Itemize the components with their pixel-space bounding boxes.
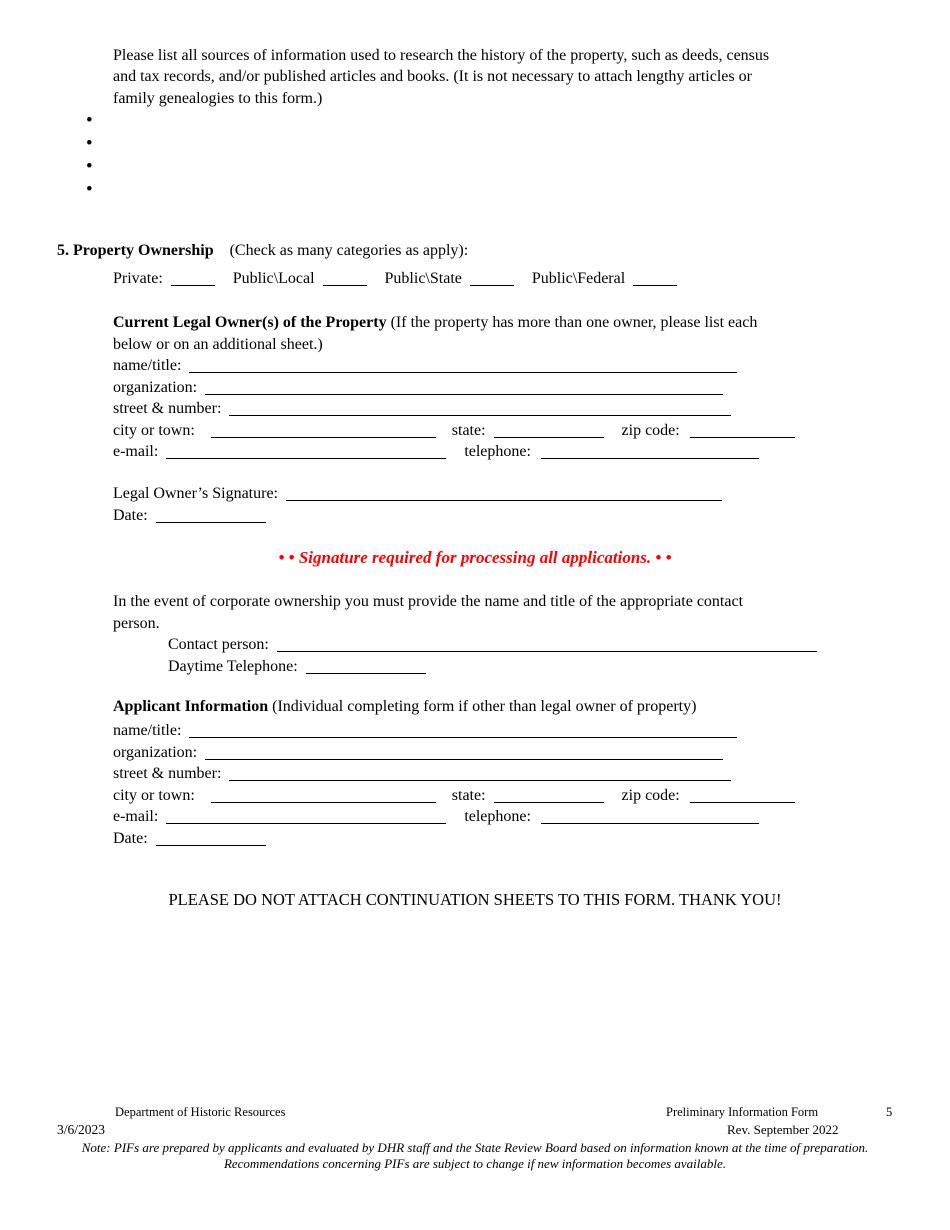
owner-date-label: Date: [113,506,148,524]
owner-signature-block [113,483,722,526]
footer-form-name: Preliminary Information Form [666,1105,819,1119]
owner-street-number-label: street & number: [113,400,222,417]
daytime-telephone-label: Daytime Telephone: [168,657,298,675]
field-row [113,720,795,742]
owner-state-label: state: [451,421,486,439]
owner-heading-note: (If the property has more than one owner, please list each [390,314,758,331]
owner-heading-line [113,312,757,334]
public-federal-checkbox-field[interactable] [633,272,677,286]
applicant-state-field[interactable] [494,789,604,803]
contact-person-field[interactable] [277,638,817,652]
owner-signature-field[interactable] [286,487,722,501]
applicant-section-heading [113,698,696,716]
corporate-ownership-paragraph [113,591,743,634]
applicant-zip-code-field[interactable] [690,789,795,803]
owner-heading-bold: Current Legal Owner(s) of the Property [113,314,387,331]
section-title: 5. Property Ownership [57,242,214,259]
owner-organization-field[interactable] [205,381,723,395]
applicant-street-number-label: street & number: [113,765,222,782]
field-row [113,505,722,527]
public-federal-label: Public\Federal [531,270,626,287]
applicant-zip-code-label: zip code: [621,786,680,804]
owner-date-field[interactable] [156,509,266,523]
applicant-heading-note: (Individual completing form if other than legal owner of property) [272,698,697,715]
footer-date: 3/6/2023 [57,1122,106,1137]
applicant-telephone-field[interactable] [541,810,759,824]
paragraph-line: In the event of corporate ownership you must provide the name and title of the appropriate contact [113,593,744,610]
public-state-label: Public\State [384,270,462,287]
owner-section-heading [113,312,757,355]
field-row [113,483,722,505]
owner-telephone-label: telephone: [464,443,531,460]
applicant-organization-field[interactable] [205,746,723,760]
owner-zip-code-field[interactable] [690,424,795,438]
paragraph-line: Please list all sources of information used to research the history of the property, such as deeds, census [113,47,770,64]
sources-instructions-paragraph [113,45,903,109]
field-row [113,377,795,399]
applicant-street-number-field[interactable] [229,767,731,781]
owner-city-town-label: city or town: [113,421,195,439]
field-row [113,742,795,764]
sources-bullet-list [86,109,93,201]
applicant-state-label: state: [451,786,486,804]
bullet-icon: • [86,133,93,154]
contact-person-label: Contact person: [168,636,269,653]
applicant-organization-label: organization: [113,743,198,761]
footer-note-line: Note: PIFs are prepared by applicants and evaluated by DHR staff and the State Review Board based on information known at the time of preparation. [81,1140,869,1155]
applicant-date-field[interactable] [156,832,266,846]
applicant-name-title-field[interactable] [189,724,737,738]
field-row [113,763,795,785]
owner-email-label: e-mail: [113,443,159,460]
applicant-name-title-label: name/title: [113,722,182,739]
owner-fields [113,355,795,463]
contact-person-block [168,634,817,677]
applicant-email-label: e-mail: [113,808,159,825]
footer-page-number: 5 [886,1105,893,1119]
daytime-telephone-field[interactable] [306,660,426,674]
field-row [113,398,795,420]
bullet-icon: • [86,179,93,200]
owner-city-town-field[interactable] [211,424,436,438]
applicant-city-town-field[interactable] [211,789,436,803]
owner-organization-label: organization: [113,378,198,396]
ownership-categories-row [113,270,677,288]
owner-name-title-label: name/title: [113,357,182,374]
owner-email-field[interactable] [166,445,446,459]
owner-state-field[interactable] [494,424,604,438]
applicant-heading-bold: Applicant Information [113,698,269,715]
signature-required-notice: • • Signature required for processing all applications. • • [278,548,672,567]
field-row [113,828,795,850]
owner-name-title-field[interactable] [189,359,737,373]
paragraph-line: family genealogies to this form.) [113,89,323,107]
owner-street-number-field[interactable] [229,402,731,416]
applicant-telephone-label: telephone: [464,808,531,825]
section-instruction: (Check as many categories as apply): [229,242,469,259]
footer-note-line: Recommendations concerning PIFs are subject to change if new information becomes available. [223,1156,727,1171]
field-row [113,441,795,463]
bullet-icon: • [86,110,93,131]
no-continuation-sheets-notice: PLEASE DO NOT ATTACH CONTINUATION SHEETS TO THIS FORM. THANK YOU! [168,890,782,909]
paragraph-line: person. [113,614,160,632]
applicant-date-label: Date: [113,829,148,847]
public-state-checkbox-field[interactable] [470,272,514,286]
field-row [113,806,795,828]
paragraph-line: and tax records, and/or published articles and books. (It is not necessary to attach lengthy articles or [113,68,752,86]
bullet-icon: • [86,156,93,177]
field-row [168,634,817,656]
field-row [168,656,817,678]
private-label: Private: [113,270,163,287]
owner-telephone-field[interactable] [541,445,759,459]
field-row [113,785,795,807]
public-local-label: Public\Local [232,270,315,287]
footer-revision: Rev. September 2022 [727,1122,839,1137]
owner-zip-code-label: zip code: [621,421,680,439]
private-checkbox-field[interactable] [171,272,215,286]
owner-signature-label: Legal Owner’s Signature: [113,485,278,502]
applicant-city-town-label: city or town: [113,786,195,804]
field-row [113,355,795,377]
applicant-email-field[interactable] [166,810,446,824]
applicant-fields [113,720,795,849]
owner-heading-line: below or on an additional sheet.) [113,335,323,353]
public-local-checkbox-field[interactable] [323,272,367,286]
field-row [113,420,795,442]
footer-department: Department of Historic Resources [115,1105,286,1119]
property-ownership-heading [57,242,468,260]
